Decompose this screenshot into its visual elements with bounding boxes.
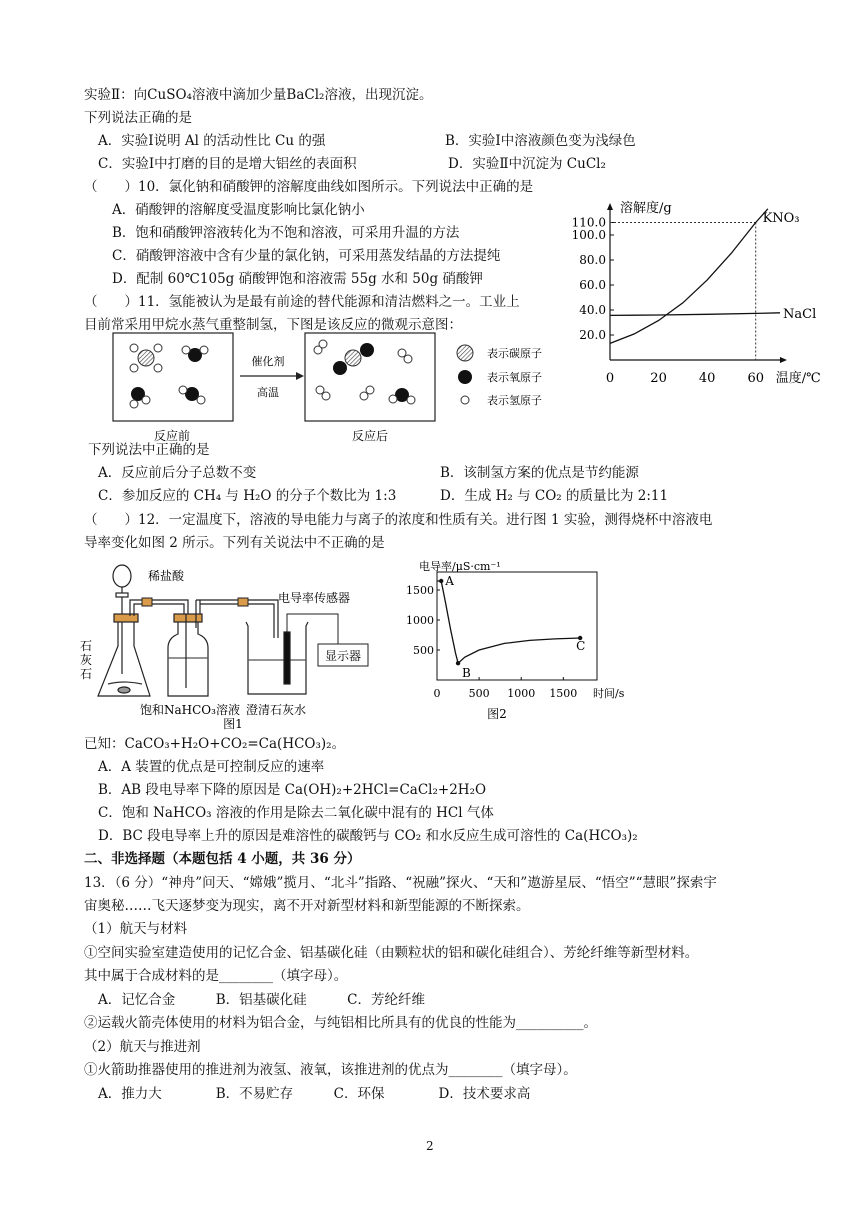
legend-oxygen: 表示氧原子 <box>487 371 542 384</box>
y-tick-label: 80.0 <box>579 253 606 267</box>
q10-option-b: B．饱和硝酸钾溶液转化为不饱和溶液，可采用升温的方法 <box>112 225 460 241</box>
condition-high-temp: 高温 <box>257 386 279 399</box>
h2-molecule <box>360 386 374 400</box>
x-axis-arrow <box>780 357 787 363</box>
conductivity-line <box>437 581 580 663</box>
limewater-label: 澄清石灰水 <box>246 703 307 717</box>
series-label-kno3: KNO₃ <box>762 211 800 226</box>
y-tick-label: 40.0 <box>579 303 606 317</box>
q12-stem-line1: （ ）12．一定温度下，溶液的导电能力与离子的浓度和性质有关。进行图 1 实验，测得烧杯中溶液电 <box>84 512 713 528</box>
q13-section1: （1）航天与材料 <box>84 921 188 937</box>
y-axis-label: 电导率/μS·cm⁻¹ <box>419 560 501 573</box>
q13-s1-q1-line2: 其中属于合成材料的是________（填字母）。 <box>84 968 348 984</box>
x-tick-label: 0 <box>605 371 615 386</box>
limestone-char-3: 石 <box>80 667 93 681</box>
point-label-C: C <box>576 639 586 653</box>
condition-catalyst: 催化剂 <box>251 355 285 368</box>
q12-known: 已知：CaCO₃+H₂O+CO₂=Ca(HCO₃)₂。 <box>84 736 346 752</box>
y-tick-label: 1000 <box>406 614 434 627</box>
q9-option-d: D．实验Ⅱ中沉淀为 CuCl₂ <box>448 156 606 172</box>
q9-option-c: C．实验Ⅰ中打磨的目的是增大铝丝的表面积 <box>98 156 357 172</box>
water-molecule <box>179 386 205 404</box>
beaker <box>246 622 308 694</box>
limestone-char-2: 灰 <box>80 653 93 667</box>
conductivity-chart <box>405 560 625 725</box>
fig2-caption: 图2 <box>487 707 507 721</box>
after-label: 反应后 <box>351 429 389 443</box>
q9-option-a: A．实验Ⅰ说明 Al 的活动性比 Cu 的强 <box>98 133 326 149</box>
q12-option-c: C．饱和 NaHCO₃ 溶液的作用是除去二氧化碳中混有的 HCl 气体 <box>98 805 494 821</box>
h2-molecule <box>398 349 412 363</box>
q13-s1-options: A．记忆合金 B．铝基碳化硅 C．芳纶纤维 <box>98 992 425 1008</box>
q10-option-c: C．硝酸钾溶液中含有少量的氯化钠，可采用蒸发结晶的方法提纯 <box>112 248 501 264</box>
y-tick-label: 110.0 <box>571 215 606 230</box>
x-tick-label: 0 <box>433 687 441 700</box>
x-tick-label: 1000 <box>507 687 536 700</box>
series-line-1 <box>610 313 780 316</box>
reaction-flask <box>98 614 150 696</box>
y-axis-label: 溶解度/g <box>620 201 672 216</box>
co2-molecule <box>333 343 374 375</box>
q11-stem-line2: 目前常采用甲烷水蒸气重整制氢，下图是该反应的微观示意图： <box>84 317 462 333</box>
y-tick-label: 1500 <box>406 584 434 597</box>
exp2-text: 实验Ⅱ：向CuSO₄溶液中滴加少量BaCl₂溶液，出现沉淀。 <box>84 87 433 103</box>
q13-s1-q2: ②运载火箭壳体使用的材料为铝合金，与纯铝相比所具有的优良的性能为__________。 <box>84 1015 597 1031</box>
before-label: 反应前 <box>153 429 191 443</box>
x-tick-label: 20 <box>650 371 667 386</box>
q13-s1-q1-line1: ①空间实验室建造使用的记忆合金、铝基碳化硅（由颗粒状的铝和碳化硅组合）、芳纶纤维等新型材料。 <box>84 945 699 961</box>
legend-carbon: 表示碳原子 <box>487 347 542 360</box>
q10-option-a: A．硝酸钾的溶解度受温度影响比氯化钠小 <box>112 202 365 218</box>
display-label: 显示器 <box>324 649 362 663</box>
q11-option-d: D．生成 H₂ 与 CO₂ 的质量比为 2:11 <box>440 488 669 504</box>
series-label-nacl: NaCl <box>783 306 817 322</box>
legend-hydrogen: 表示氢原子 <box>487 394 542 407</box>
x-tick-label: 500 <box>468 687 490 700</box>
sensor-label: 电导率传感器 <box>278 591 351 605</box>
apparatus-figure <box>78 556 408 731</box>
point-B <box>456 661 460 665</box>
hydrogen-legend-icon <box>461 396 469 404</box>
point-label-A: A <box>445 574 454 588</box>
point-label-B: B <box>462 666 471 681</box>
hose-connector <box>238 598 248 606</box>
reaction-diagram <box>110 328 570 448</box>
q9-option-b: B．实验Ⅰ中溶液颜色变为浅绿色 <box>445 133 636 149</box>
x-tick-label: 1500 <box>549 687 578 700</box>
solubility-chart <box>560 195 821 405</box>
water-molecule <box>389 388 415 404</box>
x-axis-label: 温度/℃ <box>775 371 821 386</box>
nahco3-label: 饱和NaHCO₃溶液 <box>140 703 240 717</box>
q12-stem-line2: 导率变化如图 2 所示。下列有关说法中不正确的是 <box>84 535 385 551</box>
q11-option-c: C．参加反应的 CH₄ 与 H₂O 的分子个数比为 1:3 <box>98 488 397 504</box>
q13-stem-line2: 宙奥秘……飞天逐梦变为现实，离不开对新型材料和新型能源的不断探索。 <box>84 898 530 914</box>
q11-prompt: 下列说法中正确的是 <box>88 442 210 458</box>
q12-option-a: A．A 装置的优点是可控制反应的速率 <box>98 759 325 775</box>
wash-bottle <box>168 614 208 696</box>
part2-heading: 二、非选择题（本题包括 4 小题，共 36 分） <box>84 851 361 867</box>
water-molecule <box>130 387 150 408</box>
series-line-0 <box>610 209 768 344</box>
page-number: 2 <box>426 1139 434 1153</box>
h2-molecule <box>316 386 330 400</box>
q13-stem-line1: 13．（6 分）“神舟”问天、“嫦娥”揽月、“北斗”指路、“祝融”探火、“天和”遨游星辰、“悟空”“慧眼”探索宇 <box>84 875 717 891</box>
x-axis-label: 时间/s <box>593 687 625 700</box>
y-tick-label: 500 <box>413 644 434 657</box>
y-tick-label: 20.0 <box>579 328 606 342</box>
q13-s2-options: A．推力大 B．不易贮存 C．环保 D．技术要求高 <box>98 1086 531 1102</box>
acid-label: 稀盐酸 <box>148 569 185 583</box>
plot-frame <box>437 572 597 680</box>
q12-option-d: D．BC 段电导率上升的原因是难溶性的碳酸钙与 CO₂ 和水反应生成可溶性的 Ca(HCO₃)₂ <box>98 828 638 844</box>
y-axis-arrow <box>607 203 613 210</box>
q9-prompt: 下列说法正确的是 <box>84 110 192 126</box>
carbon-legend-icon <box>457 345 473 361</box>
q13-s2-q1: ①火箭助推器使用的推进剂为液氢、液氧，该推进剂的优点为________（填字母）。 <box>84 1062 577 1078</box>
methane-molecule <box>130 344 162 372</box>
q11-option-a: A．反应前后分子总数不变 <box>98 465 257 481</box>
q13-section2: （2）航天与推进剂 <box>84 1039 201 1055</box>
point-A <box>439 579 443 583</box>
q12-option-b: B．AB 段电导率下降的原因是 Ca(OH)₂+2HCl=CaCl₂+2H₂O <box>98 782 487 798</box>
x-tick-label: 40 <box>698 371 716 386</box>
oxygen-legend-icon <box>458 370 472 384</box>
q11-option-b: B．该制氢方案的优点是节约能源 <box>440 465 639 481</box>
limestone-char-1: 石 <box>80 639 93 653</box>
y-tick-label: 100.0 <box>571 228 606 242</box>
fig1-caption: 图1 <box>223 717 243 731</box>
hose-connector <box>142 598 152 606</box>
water-molecule <box>182 346 208 362</box>
q10-stem: （ ）10．氯化钠和硝酸钾的溶解度曲线如图所示。下列说法中正确的是 <box>84 179 534 195</box>
h2-molecule <box>314 340 327 354</box>
y-tick-label: 60.0 <box>579 278 606 292</box>
q10-option-d: D．配制 60℃105g 硝酸钾饱和溶液需 55g 水和 50g 硝酸钾 <box>112 271 483 287</box>
q11-stem-line1: （ ）11．氢能被认为是最有前途的替代能源和清洁燃料之一。工业上 <box>84 294 520 310</box>
x-tick-label: 60 <box>747 371 764 386</box>
